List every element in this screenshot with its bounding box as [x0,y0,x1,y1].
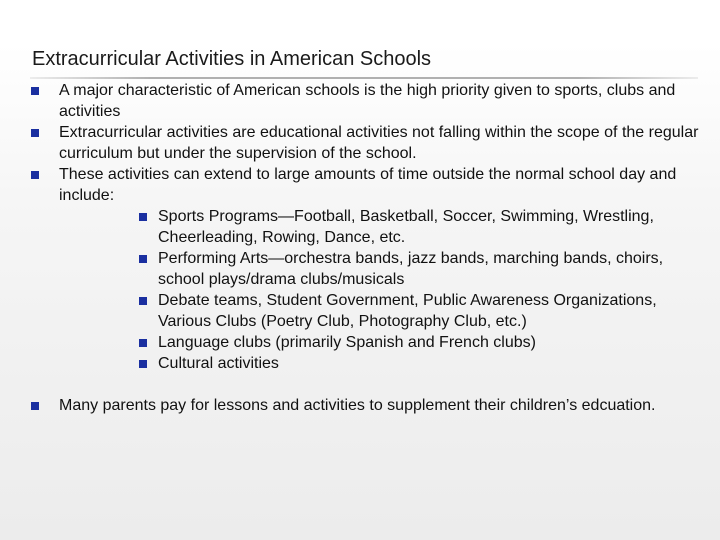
slide-title: Extracurricular Activities in American Schools [32,48,432,70]
square-bullet-icon [31,87,39,95]
sub-bullet-item [0,332,720,353]
bullet-text: These activities can extend to large amounts of time outside the normal school day and include: [59,166,677,204]
square-bullet-icon [31,402,39,410]
sub-bullet-text: Debate teams, Student Government, Public Awareness Organizations, Various Clubs (Poetry Club, Photography Club, etc.) [158,292,657,330]
square-bullet-icon [139,297,147,305]
square-bullet-icon [31,129,39,137]
sub-bullet-item [0,353,720,374]
sub-bullet-text: Sports Programs—Football, Basketball, Soccer, Swimming, Wrestling, Cheerleading, Rowing, Dance, etc. [158,208,654,246]
square-bullet-icon [139,213,147,221]
slide-body [0,80,720,416]
bullet-item [0,395,720,416]
bullet-item [0,164,720,206]
sub-bullet-text: Language clubs (primarily Spanish and French clubs) [158,334,536,351]
square-bullet-icon [139,339,147,347]
square-bullet-icon [31,171,39,179]
bullet-text: A major characteristic of American schools is the high priority given to sports, clubs and activities [59,82,676,120]
sub-bullet-item [0,206,720,248]
title-divider [30,77,698,79]
bullet-text: Extracurricular activities are educational activities not falling within the scope of the regular curriculum but under the supervision of the school. [59,124,699,162]
bullet-text: Many parents pay for lessons and activities to supplement their children’s edcuation. [59,397,656,414]
square-bullet-icon [139,255,147,263]
sub-bullet-text: Cultural activities [158,355,279,372]
bullet-item [0,80,720,122]
square-bullet-icon [139,360,147,368]
bullet-item [0,122,720,164]
sub-bullet-item [0,248,720,290]
sub-bullet-text: Performing Arts—orchestra bands, jazz bands, marching bands, choirs, school plays/drama clubs/musicals [158,250,664,288]
spacer [0,374,720,395]
sub-bullet-item [0,290,720,332]
